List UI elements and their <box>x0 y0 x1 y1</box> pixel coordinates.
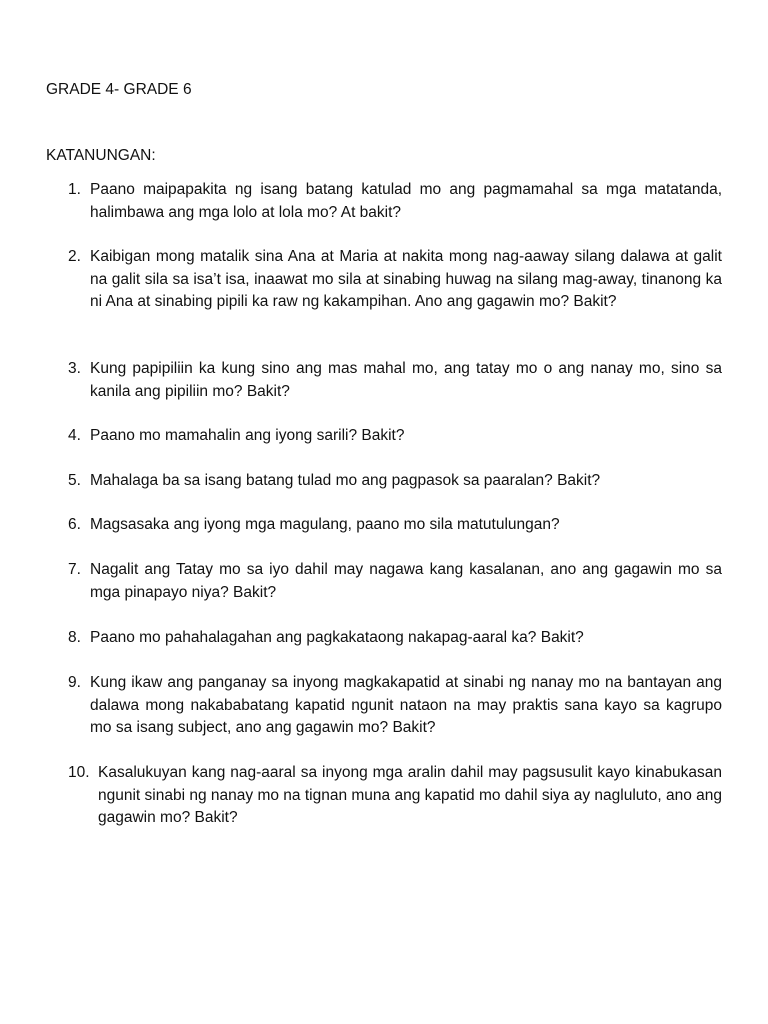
question-number: 2. <box>68 248 81 265</box>
question-text: Mahalaga ba sa isang batang tulad mo ang pagpasok sa paaralan? Bakit? <box>90 472 601 489</box>
question-text: Paano mo mamahalin ang iyong sarili? Bakit? <box>90 427 405 444</box>
question-item <box>68 246 722 314</box>
question-number: 7. <box>68 561 81 578</box>
question-item <box>68 179 722 224</box>
question-number: 1. <box>68 181 81 198</box>
question-text: Paano maipapakita ng isang batang katulad mo ang pagmamahal sa mga matatanda, halimbawa ang mga lolo at lola mo? At bakit? <box>90 181 722 221</box>
question-text: Paano mo pahahalagahan ang pagkakataong nakapag-aaral ka? Bakit? <box>90 629 584 646</box>
question-item <box>68 425 722 448</box>
question-text: Magsasaka ang iyong mga magulang, paano mo sila matutulungan? <box>90 516 560 533</box>
question-number: 8. <box>68 629 81 646</box>
question-number: 5. <box>68 472 81 489</box>
question-item <box>68 358 722 403</box>
section-title: KATANUNGAN: <box>46 147 156 164</box>
question-item <box>68 514 722 537</box>
question-item <box>68 672 722 740</box>
question-number: 6. <box>68 516 81 533</box>
question-text: Nagalit ang Tatay mo sa iyo dahil may nagawa kang kasalanan, ano ang gagawin mo sa mga pinapayo niya? Bakit? <box>90 561 722 601</box>
question-item <box>68 470 722 493</box>
question-item <box>68 627 722 650</box>
grade-level-heading: GRADE 4- GRADE 6 <box>46 81 192 98</box>
question-text: Kasalukuyan kang nag-aaral sa inyong mga aralin dahil may pagsusulit kayo kinabukasan ngunit sinabi ng nanay mo na tignan muna ang kapatid mo dahil siya ay nagluluto, ano ang gagawin mo? Bakit? <box>98 764 722 827</box>
question-text: Kaibigan mong matalik sina Ana at Maria at nakita mong nag-aaway silang dalawa at galit na galit sila sa isa’t isa, inaawat mo sila at sinabing huwag na silang mag-away, tinanong ka ni Ana at sinabing pipili ka raw ng kakampihan. Ano ang gagawin mo? Bakit? <box>90 248 722 311</box>
question-number: 10. <box>68 764 90 781</box>
question-number: 3. <box>68 360 81 377</box>
question-number: 9. <box>68 674 81 691</box>
question-item <box>68 559 722 604</box>
question-item <box>68 762 722 830</box>
question-text: Kung papipiliin ka kung sino ang mas mahal mo, ang tatay mo o ang nanay mo, sino sa kanila ang pipiliin mo? Bakit? <box>90 360 722 400</box>
question-text: Kung ikaw ang panganay sa inyong magkakapatid at sinabi ng nanay mo na bantayan ang dalawa mong nakababatang kapatid ngunit nataon na may praktis sana kayo sa kagrupo mo sa isang subject, ano ang gagawin mo? Bakit? <box>90 674 722 737</box>
question-number: 4. <box>68 427 81 444</box>
